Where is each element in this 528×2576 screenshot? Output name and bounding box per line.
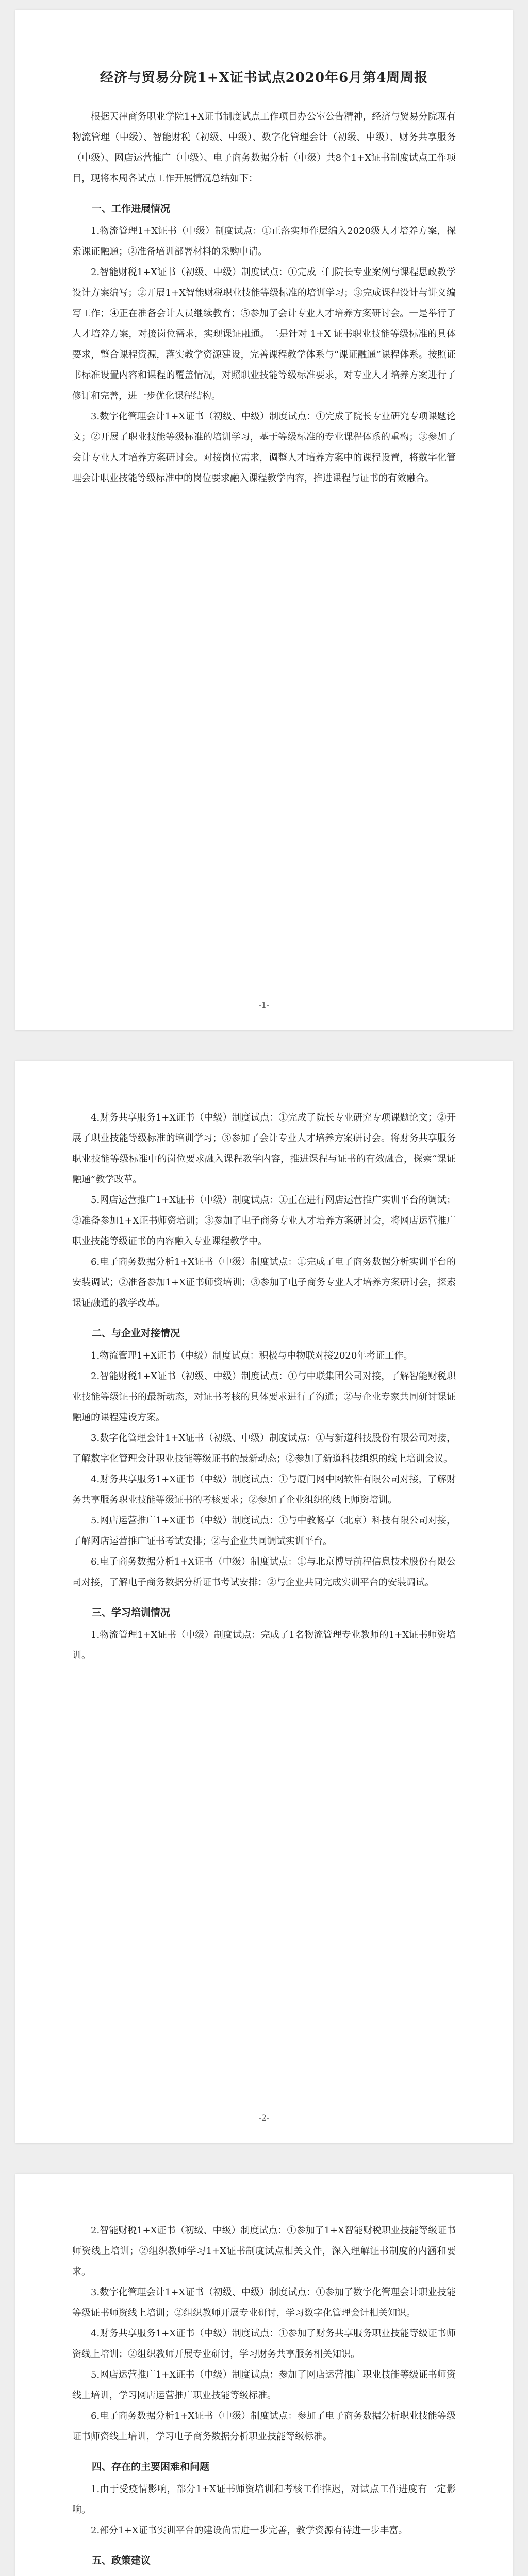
- section-4-item-2: 2.部分1+X证书实训平台的建设尚需进一步完善，教学资源有待进一步丰富。: [91, 2525, 408, 2536]
- section-3-item-3: 3.数字化管理会计1+X证书（初级、中级）制度试点：①参加了数字化管理会计职业技能等级证书师资线上培训；②组织教师开展专业研讨，学习数字化管理会计相关知识。: [72, 2287, 456, 2318]
- document-page-1: [15, 10, 513, 1030]
- page-number: -2-: [258, 2113, 270, 2123]
- section-1-item-5: 5.网店运营推广1+X证书（中级）制度试点：①正在进行网店运营推广实训平台的调试；②准备参加1+X证书师资培训；③参加了电子商务专业人才培养方案研讨会，将网店运营推广职业技能等级证书的内容融入专业课程教学中。: [72, 1195, 456, 1247]
- section-3-item-5: 5.网店运营推广1+X证书（中级）制度试点：参加了网店运营推广职业技能等级证书师资线上培训，学习网店运营推广职业技能等级标准。: [72, 2369, 456, 2401]
- section-2-item-1: 1.物流管理1+X证书（中级）制度试点：积极与中物联对接2020年考证工作。: [91, 1350, 413, 1361]
- document-page-2: [15, 1061, 513, 2143]
- document-title: 经济与贸易分院1+X证书试点2020年6月第4周周报: [100, 70, 428, 86]
- section-4-heading: 四、存在的主要困难和问题: [92, 2461, 210, 2472]
- section-2-item-2: 2.智能财税1+X证书（初级、中级）制度试点：①与中联集团公司对接，了解智能财税职业技能等级证书的最新动态，对证书考核的具体要求进行了沟通；②与企业专家共同研讨课证融通的课程建设方案。: [72, 1371, 456, 1423]
- section-3-item-4: 4.财务共享服务1+X证书（中级）制度试点：①参加了财务共享服务职业技能等级证书师资线上培训；②组织教师开展专业研讨，学习财务共享服务相关知识。: [72, 2328, 456, 2360]
- section-1-item-4: 4.财务共享服务1+X证书（中级）制度试点：①完成了院长专业研究专项课题论文；②开展了职业技能等级标准的培训学习；③参加了会计专业人才培养方案研讨会。将财务共享服务职业技能等级标准中的岗位要求融入课程教学内容，推进课程与证书的有效融合，探索“课证融通”教学改革。: [72, 1112, 456, 1185]
- section-3-heading: 三、学习培训情况: [92, 1607, 171, 1618]
- intro-paragraph: 根据天津商务职业学院1+X证书制度试点工作项目办公室公告精神，经济与贸易分院现有物流管理（中级）、智能财税（初级、中级）、数字化管理会计（初级、中级）、财务共享服务（中级）、网店运营推广（中级）、电子商务数据分析（中级）共8个1+X证书制度试点工作项目，现将本周各试点工作开展情况总结如下：: [72, 111, 456, 184]
- section-1-heading: 一、工作进展情况: [92, 203, 171, 214]
- section-1-item-2: 2.智能财税1+X证书（初级、中级）制度试点：①完成三门院长专业案例与课程思政教学设计方案编写；②开展1+X智能财税职业技能等级标准的培训学习；③完成课程设计与讲义编写工作；④正在准备会计人员继续教育；⑤参加了会计专业人才培养方案研讨会。一是举行了人才培养方案，对接岗位需求，实现课证融通。二是针对 1+X 证书职业技能等级标准的具体要求，整合课程资源，落实教学资源建设，完善课程教学体系与“课证融通”课程体系。按照证书标准设置内容和课程的覆盖情况，对照职业技能等级标准要求，对专业人才培养方案进行了修订和完善，进一步优化课程结构。: [72, 267, 456, 401]
- page-number: -1-: [258, 1000, 270, 1010]
- section-2-item-3: 3.数字化管理会计1+X证书（初级、中级）制度试点：①与新道科技股份有限公司对接，了解数字化管理会计职业技能等级证书的最新动态；②参加了新道科技组织的线上培训会议。: [72, 1433, 456, 1464]
- section-3-item-6: 6.电子商务数据分析1+X证书（中级）制度试点：参加了电子商务数据分析职业技能等级证书师资线上培训，学习电子商务数据分析职业技能等级标准。: [72, 2411, 456, 2442]
- document-page-3: [15, 2174, 513, 2576]
- section-2-item-5: 5.网店运营推广1+X证书（中级）制度试点：①与中教畅享（北京）科技有限公司对接，了解网店运营推广证书考试安排；②与企业共同调试实训平台。: [72, 1515, 456, 1547]
- section-2-heading: 二、与企业对接情况: [92, 1328, 180, 1339]
- section-5-item-1: [72, 2573, 456, 2576]
- section-5-heading: 五、政策建议: [92, 2555, 151, 2566]
- section-2-item-4: 4.财务共享服务1+X证书（中级）制度试点：①与厦门网中网软件有限公司对接，了解财务共享服务职业技能等级证书的考核要求；②参加了企业组织的线上师资培训。: [72, 1474, 456, 1505]
- section-4-item-1: 1.由于受疫情影响，部分1+X证书师资培训和考核工作推迟，对试点工作进度有一定影响。: [72, 2484, 456, 2515]
- section-1-item-3: 3.数字化管理会计1+X证书（初级、中级）制度试点：①完成了院长专业研究专项课题论文；②开展了职业技能等级标准的培训学习，基于等级标准的专业课程体系的重构；③参加了会计专业人才培养方案研讨会。对接岗位需求，调整人才培养方案中的课程设置，将数字化管理会计职业技能等级标准中的岗位要求融入课程教学内容，推进课程与证书的有效融合。: [72, 411, 456, 484]
- section-1-item-1: 1.物流管理1+X证书（中级）制度试点：①正落实师作层编入2020级人才培养方案，探索课证融通；②准备培训部署材料的采购申请。: [72, 226, 456, 257]
- section-1-item-6: 6.电子商务数据分析1+X证书（中级）制度试点：①完成了电子商务数据分析实训平台的安装调试；②准备参加1+X证书师资培训；③参加了电子商务专业人才培养方案研讨会，探索课证融通的教学改革。: [72, 1257, 456, 1309]
- section-3-item-2: 2.智能财税1+X证书（初级、中级）制度试点：①参加了1+X智能财税职业技能等级证书师资线上培训；②组织教师学习1+X证书制度试点相关文件，深入理解证书制度的内涵和要求。: [72, 2225, 456, 2277]
- section-2-item-6: 6.电子商务数据分析1+X证书（中级）制度试点：①与北京博导前程信息技术股份有限公司对接，了解电子商务数据分析证书考试安排；②与企业共同完成实训平台的安装调试。: [72, 1556, 456, 1588]
- section-3-item-1: 1.物流管理1+X证书（中级）制度试点：完成了1名物流管理专业教师的1+X证书师资培训。: [72, 1630, 456, 1661]
